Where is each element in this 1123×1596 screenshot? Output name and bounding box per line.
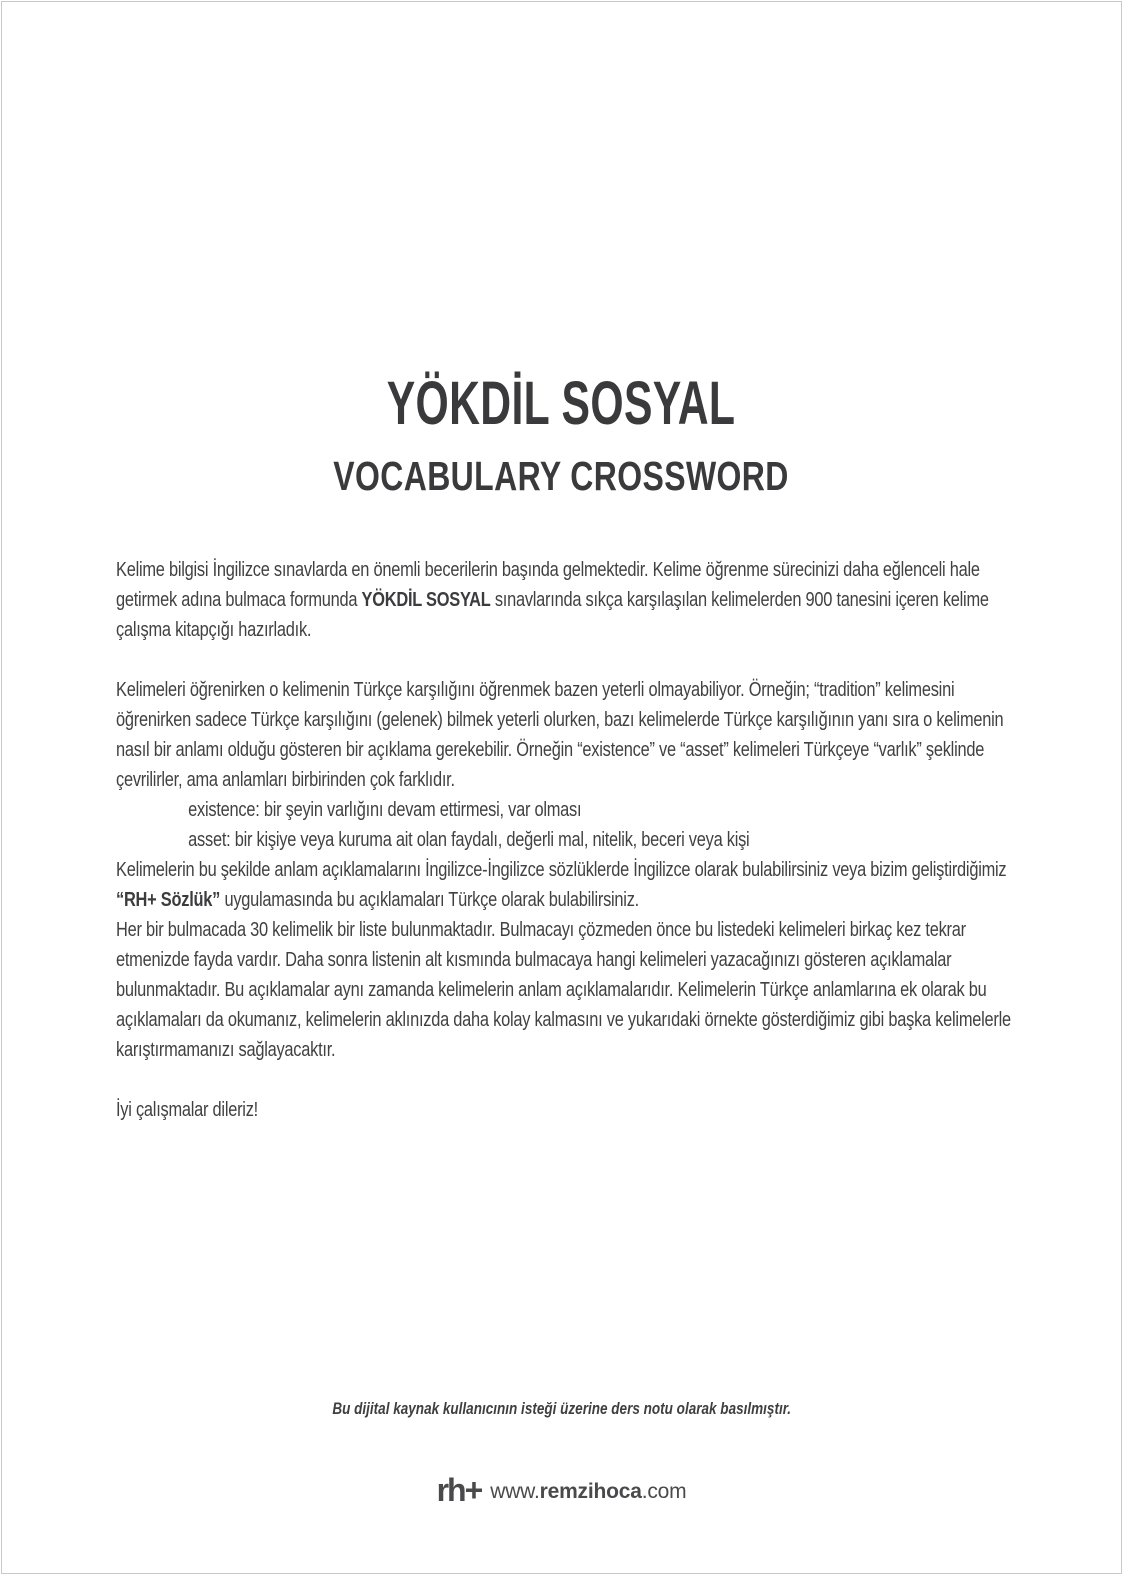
print-note-text: Bu dijital kaynak kullanıcının isteği üzerine ders notu olarak basılmıştır.	[332, 1400, 791, 1418]
footer-logo-row	[2, 1474, 1121, 1509]
website-url	[490, 1480, 686, 1504]
url-prefix: www.	[490, 1479, 540, 1503]
intro-text-column	[116, 555, 1011, 1125]
intro-paragraph-4: Her bir bulmacada 30 kelimelik bir liste bulunmaktadır. Bulmacayı çözmeden önce bu listedeki kelimeleri birkaç kez tekrar etmenizde fayda vardır. Daha sonra listenin alt kısmında bulmacaya hangi kelimeleri yazacağınızı gösteren açıklamalar bulunmaktadır. Bu açıklamalar aynı zamanda kelimelerin anlam açıklamalarıdır. Kelimelerin Türkçe anlamlarına ek olarak bu açıklamaları da okumanız, kelimelerin aklınızda daha kolay kalmasını ve yukarıdaki örnekte gösterdiğimiz gibi başka kelimelerle karıştırmamanızı sağlayacaktır.	[116, 919, 1011, 1061]
paragraph-3-text-after: uygulamasında bu açıklamaları Türkçe olarak bulabilirsiniz.	[220, 889, 639, 911]
url-suffix: .com	[641, 1479, 687, 1503]
intro-paragraph-3	[116, 855, 1011, 915]
page-title-text: YÖKDİL SOSYAL	[387, 369, 736, 437]
definition-existence: existence: bir şeyin varlığını devam ettirmesi, var olması	[188, 799, 582, 821]
page-title	[2, 370, 1121, 453]
closing-line: İyi çalışmalar dileriz!	[116, 1099, 258, 1121]
url-brand: remzihoca	[539, 1479, 642, 1503]
title-block	[2, 370, 1121, 509]
paragraph-1-text-before: Kelime bilgisi İngilizce sınavlarda en önemli becerilerin başında gelmektedir. Kelime öğrenme sürecinizi daha eğlenceli hale getirmek adına bulmaca formunda	[116, 559, 980, 611]
paragraph-3-text-before: Kelimelerin bu şekilde anlam açıklamalarını İngilizce-İngilizce sözlüklerde İngilizce olarak bulabilirsiniz veya bizim geliştirdiğimiz	[116, 859, 1007, 881]
intro-text-block	[116, 555, 1012, 1125]
inline-bold-yokdil-sosyal: YÖKDİL SOSYAL	[361, 589, 491, 611]
intro-paragraph-2: Kelimeleri öğrenirken o kelimenin Türkçe karşılığını öğrenmek bazen yeterli olmayabiliyor. Örneğin; “tradition” kelimesini öğrenirken sadece Türkçe karşılığını (gelenek) bilmek yeterli olurken, bazı kelimelerde Türkçe karşılığının yanı sıra o kelimenin nasıl bir anlamı olduğu gösteren bir açıklama gerekebilir. Örneğin “existence” ve “asset” kelimeleri Türkçeye “varlık” şeklinde çevrilirler, ama anlamları birbirinden çok farklıdır.	[116, 679, 1004, 791]
page-subtitle-text: VOCABULARY CROSSWORD	[333, 453, 790, 499]
inline-bold-rh-sozluk: “RH+ Sözlük”	[116, 889, 221, 911]
definition-asset: asset: bir kişiye veya kuruma ait olan faydalı, değerli mal, nitelik, beceri veya kişi	[188, 829, 750, 851]
intro-paragraph-1	[116, 555, 1011, 645]
page-sheet	[1, 1, 1122, 1574]
print-note	[2, 1400, 1121, 1419]
page-subtitle	[2, 453, 1121, 509]
rh-plus-logo: rh+	[436, 1472, 482, 1508]
paragraph-1-text-after: sınavlarında sıkça karşılaşılan kelimelerden 900 tanesini içeren kelime çalışma kitapçığı hazırladık.	[116, 589, 989, 641]
